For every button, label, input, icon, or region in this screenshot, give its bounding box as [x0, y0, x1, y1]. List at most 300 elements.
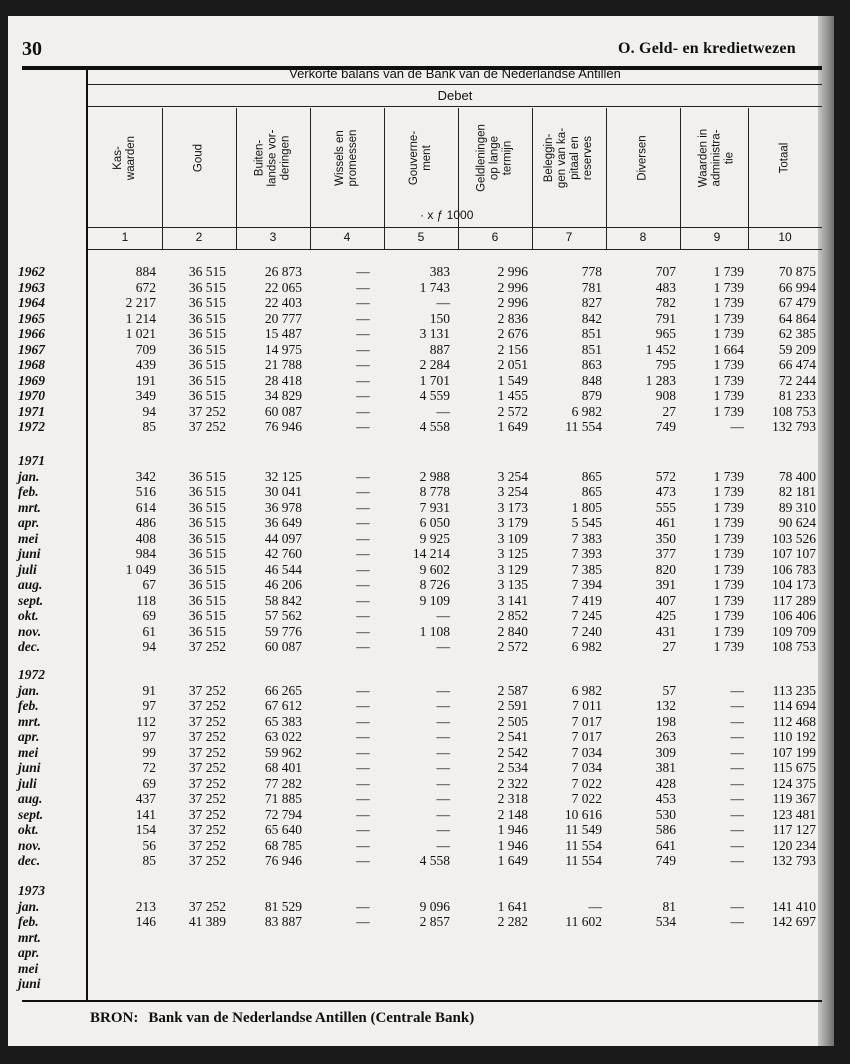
cell: — — [356, 775, 370, 791]
column-header-label: Waarden in administra- tie — [697, 128, 736, 188]
cell: — — [730, 914, 744, 929]
row-label: sept. — [18, 806, 44, 822]
cell: 1 283 — [645, 372, 676, 388]
cell: — — [356, 853, 370, 868]
table-title: Verkorte balans van de Bank van de Nederlandse Antillen — [289, 66, 621, 81]
cell: 36 515 — [188, 623, 226, 639]
cell: — — [356, 546, 370, 561]
cell: 1 549 — [497, 372, 528, 388]
cell: — — [730, 698, 744, 713]
cell: 2 840 — [497, 623, 528, 639]
column-number: 7 — [565, 230, 573, 244]
cell: 6 982 — [571, 639, 602, 654]
cell: 1 743 — [419, 279, 450, 295]
cell: 1 739 — [713, 403, 744, 419]
cell: 1 455 — [497, 388, 528, 403]
cell: — — [730, 760, 744, 775]
cell: 3 141 — [497, 592, 528, 608]
row-label: 1968 — [18, 357, 45, 372]
cell: 1 739 — [713, 357, 744, 372]
cell: — — [730, 744, 744, 760]
cell: 69 — [142, 608, 156, 623]
cell: 1 739 — [713, 388, 744, 403]
cell: 486 — [135, 515, 156, 530]
column-separator — [162, 228, 163, 250]
cell: 110 192 — [772, 729, 816, 744]
cell: 36 515 — [188, 372, 226, 388]
column-number: 9 — [713, 230, 721, 244]
cell: 14 975 — [264, 341, 302, 357]
column-separator — [458, 228, 459, 250]
cell: 2 505 — [497, 713, 528, 729]
column-header — [606, 108, 680, 208]
cell: — — [356, 310, 370, 326]
cell: 7 385 — [571, 561, 602, 577]
cell: 36 515 — [188, 484, 226, 499]
cell: 1 805 — [571, 499, 602, 515]
cell: 57 562 — [264, 608, 302, 623]
column-header — [88, 108, 162, 208]
row-label: dec. — [18, 853, 41, 868]
cell: 7 245 — [571, 608, 602, 623]
table-row — [8, 930, 834, 945]
cell: — — [356, 372, 370, 388]
cell: — — [356, 326, 370, 341]
cell: 2 676 — [497, 326, 528, 341]
cell: 106 406 — [772, 608, 816, 623]
cell: — — [356, 388, 370, 403]
table-row — [8, 357, 834, 372]
cell: 20 777 — [264, 310, 302, 326]
cell: 965 — [655, 326, 676, 341]
column-separator — [384, 108, 385, 228]
cell: 81 233 — [778, 388, 816, 403]
cell: 36 515 — [188, 341, 226, 357]
cell: 117 127 — [772, 822, 816, 837]
cell: 2 051 — [497, 357, 528, 372]
column-header — [748, 108, 822, 208]
cell: 36 515 — [188, 310, 226, 326]
table-row — [8, 899, 834, 914]
cell: 1 739 — [713, 608, 744, 623]
column-header — [236, 108, 310, 208]
cell: 154 — [135, 822, 156, 837]
cell: 791 — [655, 310, 676, 326]
cell: 37 252 — [188, 639, 226, 654]
cell: 4 558 — [419, 419, 450, 434]
column-header-label: Buiten- landse vor- deringen — [253, 129, 292, 187]
table-row — [8, 838, 834, 853]
cell: 349 — [135, 388, 156, 403]
cell: 820 — [655, 561, 676, 577]
cell: 15 487 — [264, 326, 302, 341]
cell: — — [356, 419, 370, 434]
cell: — — [730, 713, 744, 729]
cell: — — [356, 515, 370, 530]
cell: 795 — [655, 357, 676, 372]
cell: 749 — [655, 419, 676, 434]
cell: 36 515 — [188, 592, 226, 608]
cell: 10 616 — [564, 806, 602, 822]
cell: 65 640 — [264, 822, 302, 837]
cell: 1 739 — [713, 279, 744, 295]
cell: 72 244 — [778, 372, 816, 388]
cell: — — [730, 682, 744, 698]
cell: 1 739 — [713, 484, 744, 499]
row-label: jan. — [18, 468, 40, 484]
cell: 114 694 — [772, 698, 816, 713]
cell: 68 401 — [264, 760, 302, 775]
cell: 94 — [142, 639, 156, 654]
cell: 36 515 — [188, 608, 226, 623]
unit-label: · x ƒ 1000 — [420, 208, 474, 222]
cell: 2 148 — [497, 806, 528, 822]
cell: 66 994 — [778, 279, 816, 295]
row-label: jan. — [18, 682, 40, 698]
cell: 473 — [655, 484, 676, 499]
cell: 1 649 — [497, 853, 528, 868]
column-header-label: Gouverne- ment — [408, 130, 433, 186]
table-row — [8, 562, 834, 577]
group-year-label: 1972 — [18, 667, 45, 682]
table-row — [8, 639, 834, 654]
column-header-label: Kas- waarden — [112, 135, 137, 181]
column-header — [458, 108, 532, 208]
cell: — — [356, 914, 370, 929]
column-number: 10 — [778, 230, 792, 244]
column-number: 8 — [639, 230, 647, 244]
column-separator — [310, 228, 311, 250]
cell: — — [356, 639, 370, 654]
cell: — — [436, 403, 450, 419]
cell: 106 783 — [772, 561, 816, 577]
cell: 34 829 — [264, 388, 302, 403]
cell: 9 096 — [419, 898, 450, 914]
cell: 1 739 — [713, 499, 744, 515]
cell: 37 252 — [188, 744, 226, 760]
cell: — — [356, 682, 370, 698]
cell: 2 541 — [497, 729, 528, 744]
cell: 37 252 — [188, 729, 226, 744]
table-row — [8, 776, 834, 791]
cell: 107 107 — [772, 546, 816, 561]
cell: 22 065 — [264, 279, 302, 295]
row-label: 1963 — [18, 279, 45, 295]
cell: 437 — [135, 791, 156, 806]
cell: 11 554 — [565, 853, 602, 868]
cell: 3 129 — [497, 561, 528, 577]
cell: — — [356, 577, 370, 592]
cell: 150 — [429, 310, 450, 326]
cell: 7 393 — [571, 546, 602, 561]
cell: — — [436, 682, 450, 698]
cell: 69 — [142, 775, 156, 791]
table-row — [8, 853, 834, 868]
cell: 5 545 — [571, 515, 602, 530]
cell: — — [436, 713, 450, 729]
table-row — [8, 976, 834, 991]
cell: — — [356, 760, 370, 775]
cell: 36 515 — [188, 279, 226, 295]
cell: — — [436, 639, 450, 654]
cell: 2 322 — [497, 775, 528, 791]
cell: — — [356, 698, 370, 713]
cell: — — [436, 806, 450, 822]
cell: 37 252 — [188, 760, 226, 775]
cell: 884 — [135, 264, 156, 279]
cell: 213 — [135, 898, 156, 914]
table-row — [8, 280, 834, 295]
cell: 439 — [135, 357, 156, 372]
cell: 71 885 — [264, 791, 302, 806]
cell: 8 726 — [419, 577, 450, 592]
cell: — — [436, 698, 450, 713]
cell: 41 389 — [188, 914, 226, 929]
cell: 3 254 — [497, 484, 528, 499]
cell: 72 794 — [264, 806, 302, 822]
cell: 72 — [142, 760, 156, 775]
cell: 78 400 — [778, 468, 816, 484]
row-label: feb. — [18, 484, 39, 499]
table-row — [8, 822, 834, 837]
cell: 90 624 — [778, 515, 816, 530]
cell: 2 587 — [497, 682, 528, 698]
cell: 132 793 — [772, 853, 816, 868]
table-row — [8, 760, 834, 775]
cell: 408 — [135, 530, 156, 546]
column-separator — [310, 108, 311, 228]
cell: 1 739 — [713, 326, 744, 341]
cell: 124 375 — [772, 775, 816, 791]
cell: 381 — [655, 760, 676, 775]
cell: 108 753 — [772, 639, 816, 654]
cell: 36 978 — [264, 499, 302, 515]
cell: 2 857 — [419, 914, 450, 929]
cell: 453 — [655, 791, 676, 806]
row-label: nov. — [18, 837, 42, 853]
cell: — — [356, 806, 370, 822]
cell: 851 — [581, 326, 602, 341]
cell: 7 931 — [419, 499, 450, 515]
title-rule — [88, 84, 822, 85]
cell: 781 — [581, 279, 602, 295]
table-row — [8, 500, 834, 515]
cell: 113 235 — [772, 682, 816, 698]
cell: 37 252 — [188, 898, 226, 914]
cell: — — [730, 822, 744, 837]
table-row — [8, 546, 834, 561]
table-row — [8, 593, 834, 608]
cell: 377 — [655, 546, 676, 561]
cell: 2 572 — [497, 403, 528, 419]
cell: 1 701 — [419, 372, 450, 388]
cell: 104 173 — [772, 577, 816, 592]
cell: — — [730, 806, 744, 822]
table-row — [8, 373, 834, 388]
cell: 707 — [655, 264, 676, 279]
table-row — [8, 342, 834, 357]
column-header-label: Diversen — [636, 135, 649, 181]
cell: 46 544 — [264, 561, 302, 577]
cell: — — [730, 898, 744, 914]
cell: — — [588, 898, 602, 914]
column-separator — [680, 108, 681, 228]
cell: 37 252 — [188, 403, 226, 419]
cell: 97 — [142, 729, 156, 744]
cell: 70 875 — [778, 264, 816, 279]
cell: 1 739 — [713, 264, 744, 279]
cell: — — [730, 853, 744, 868]
cell: 112 — [136, 713, 156, 729]
cell: 2 852 — [497, 608, 528, 623]
cell: 1 641 — [497, 898, 528, 914]
cell: 36 515 — [188, 499, 226, 515]
cell: — — [730, 419, 744, 434]
row-label: juli — [18, 561, 37, 577]
unit-rule — [88, 227, 822, 228]
cell: 108 753 — [772, 403, 816, 419]
cell: 77 282 — [264, 775, 302, 791]
cell: 1 649 — [497, 419, 528, 434]
cell: 37 252 — [188, 806, 226, 822]
cell: — — [356, 530, 370, 546]
column-number: 6 — [491, 230, 499, 244]
cell: 1 739 — [713, 639, 744, 654]
cell: 118 — [136, 592, 156, 608]
cell: 36 649 — [264, 515, 302, 530]
cell: 107 199 — [772, 744, 816, 760]
cell: 81 — [662, 898, 676, 914]
cell: 2 836 — [497, 310, 528, 326]
cell: — — [356, 279, 370, 295]
cell: 44 097 — [264, 530, 302, 546]
cell: 141 — [135, 806, 156, 822]
cell: 9 925 — [419, 530, 450, 546]
cell: 64 864 — [778, 310, 816, 326]
cell: — — [356, 898, 370, 914]
cell: — — [436, 837, 450, 853]
cell: 9 109 — [419, 592, 450, 608]
row-label: 1970 — [18, 388, 45, 403]
cell: 2 284 — [419, 357, 450, 372]
table-row — [8, 311, 834, 326]
source-label: BRON: — [90, 1010, 139, 1026]
cell: 36 515 — [188, 577, 226, 592]
cell: 11 554 — [565, 419, 602, 434]
cell: 67 612 — [264, 698, 302, 713]
cell: 908 — [655, 388, 676, 403]
column-header — [532, 108, 606, 208]
cell: 1 946 — [497, 837, 528, 853]
column-header — [384, 108, 458, 208]
cell: 27 — [662, 403, 676, 419]
cell: — — [436, 760, 450, 775]
cell: 865 — [581, 468, 602, 484]
table-row — [8, 683, 834, 698]
cell: 863 — [581, 357, 602, 372]
cell: 63 022 — [264, 729, 302, 744]
cell: 778 — [581, 264, 602, 279]
cell: 842 — [581, 310, 602, 326]
cell: 117 289 — [772, 592, 816, 608]
table-row — [8, 714, 834, 729]
cell: 749 — [655, 853, 676, 868]
row-label: juni — [18, 976, 41, 991]
row-label: 1962 — [18, 264, 45, 279]
cell: 146 — [135, 914, 156, 929]
cell: 1 739 — [713, 310, 744, 326]
cell: 1 946 — [497, 822, 528, 837]
column-separator — [236, 228, 237, 250]
cell: 123 481 — [772, 806, 816, 822]
cell: 782 — [655, 295, 676, 310]
cell: 14 214 — [412, 546, 450, 561]
cell: 36 515 — [188, 295, 226, 310]
column-header — [310, 108, 384, 208]
cell: 483 — [655, 279, 676, 295]
cell: 37 252 — [188, 853, 226, 868]
table-row — [8, 914, 834, 929]
cell: 2 542 — [497, 744, 528, 760]
table-row — [8, 698, 834, 713]
cell: 672 — [135, 279, 156, 295]
cell: 94 — [142, 403, 156, 419]
cell: 407 — [655, 592, 676, 608]
row-label: 1972 — [18, 419, 45, 434]
cell: 879 — [581, 388, 602, 403]
column-header-label: Totaal — [778, 142, 791, 174]
cell: 2 996 — [497, 279, 528, 295]
colnum-rule — [88, 249, 822, 250]
table-row — [8, 419, 834, 434]
cell: — — [356, 744, 370, 760]
cell: 851 — [581, 341, 602, 357]
cell: 59 209 — [778, 341, 816, 357]
row-label: okt. — [18, 822, 39, 837]
table-row — [8, 388, 834, 403]
cell: 641 — [655, 837, 676, 853]
row-label: feb. — [18, 698, 39, 713]
column-separator — [748, 108, 749, 228]
column-separator — [162, 108, 163, 228]
cell: 391 — [655, 577, 676, 592]
cell: — — [356, 729, 370, 744]
column-separator — [606, 108, 607, 228]
column-header-label: Geldleningen op lange termijn — [475, 124, 514, 192]
cell: 36 515 — [188, 546, 226, 561]
cell: 2 591 — [497, 698, 528, 713]
cell: 36 515 — [188, 468, 226, 484]
table-row — [8, 807, 834, 822]
cell: 37 252 — [188, 822, 226, 837]
table-row — [8, 729, 834, 744]
column-header-label: Goud — [192, 143, 205, 173]
cell: 115 675 — [772, 760, 816, 775]
cell: — — [356, 295, 370, 310]
page-number: 30 — [22, 38, 42, 60]
cell: 198 — [655, 713, 676, 729]
cell: 1 664 — [713, 341, 744, 357]
cell: 1 739 — [713, 468, 744, 484]
cell: 1 021 — [125, 326, 156, 341]
column-number: 5 — [417, 230, 425, 244]
cell: 46 206 — [264, 577, 302, 592]
row-label: 1964 — [18, 295, 45, 310]
cell: 83 887 — [264, 914, 302, 929]
cell: 1 049 — [125, 561, 156, 577]
row-label: mrt. — [18, 713, 41, 729]
cell: — — [356, 837, 370, 853]
